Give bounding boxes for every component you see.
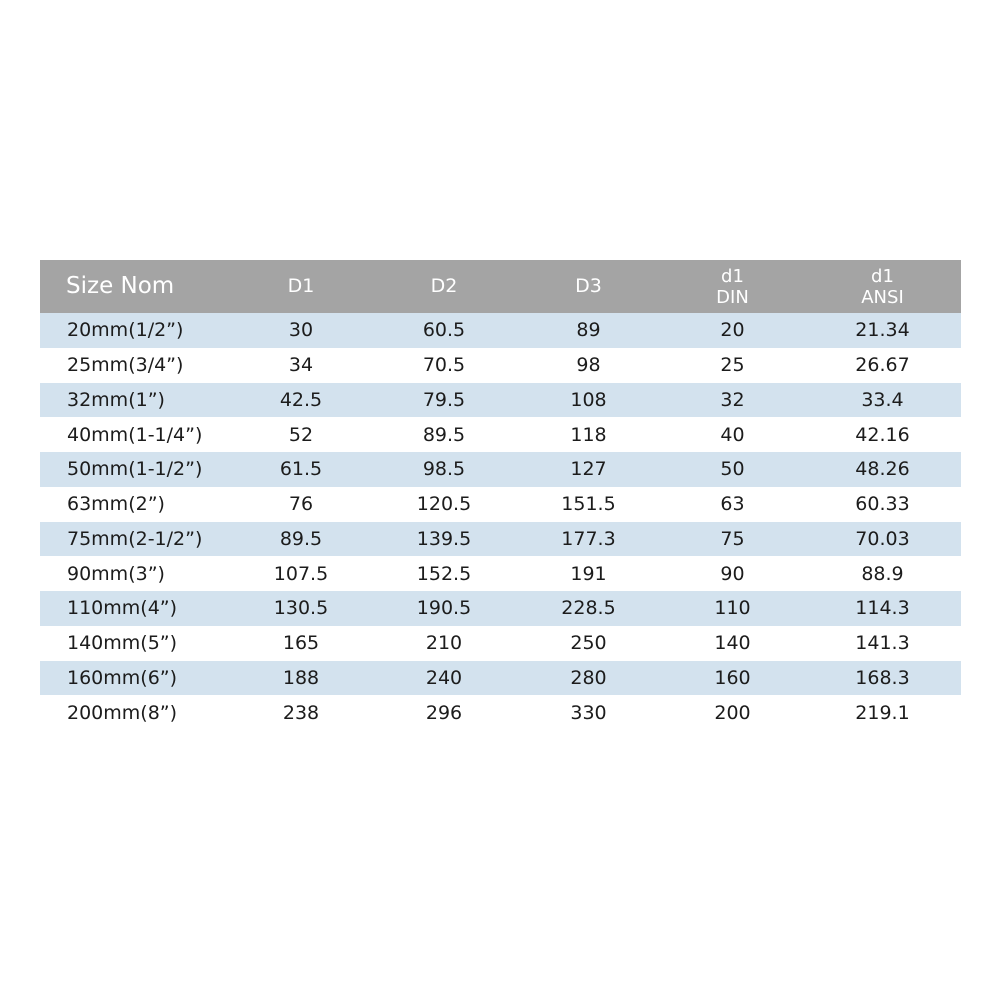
cell-size: 50mm(1-1/2”) (67, 458, 203, 481)
table-row (40, 452, 961, 487)
cell-d1-din: 140 (714, 632, 751, 655)
cell-d1-ansi: 26.67 (855, 354, 910, 377)
cell-size: 40mm(1-1/4”) (67, 423, 203, 446)
cell-d1-din: 25 (720, 354, 745, 377)
cell-d3: 191 (570, 562, 607, 585)
cell-d3: 250 (570, 632, 607, 655)
table-row (40, 522, 961, 557)
cell-d1-ansi: 141.3 (855, 632, 910, 655)
cell-d1-din: 20 (720, 319, 745, 342)
cell-d1-ansi: 219.1 (855, 701, 910, 724)
table-row (40, 591, 961, 626)
header-d1-din-top: d1 (721, 265, 744, 287)
cell-d1-ansi: 168.3 (855, 666, 910, 689)
cell-d3: 151.5 (561, 493, 616, 516)
cell-d2: 60.5 (422, 319, 466, 342)
cell-d1-din: 75 (720, 527, 745, 550)
cell-d3: 280 (570, 666, 607, 689)
cell-d1: 89.5 (279, 527, 323, 550)
cell-d2: 98.5 (422, 458, 466, 481)
cell-d1-ansi: 60.33 (855, 493, 910, 516)
table-row (40, 313, 961, 348)
cell-d3: 228.5 (561, 597, 616, 620)
cell-d1: 34 (288, 354, 314, 377)
cell-d1: 188 (282, 666, 320, 689)
header-d1-ansi-top: d1 (871, 265, 894, 287)
cell-d3: 98 (576, 354, 601, 377)
cell-size: 160mm(6”) (67, 666, 178, 689)
table-row (40, 556, 961, 591)
cell-d1: 165 (282, 632, 320, 655)
cell-d1-ansi: 21.34 (855, 319, 910, 342)
header-d1-din-bottom: DIN (716, 286, 749, 308)
cell-d1: 52 (288, 423, 314, 446)
cell-d1: 238 (282, 701, 320, 724)
cell-d1-ansi: 48.26 (855, 458, 910, 481)
cell-d1-ansi: 42.16 (855, 423, 910, 446)
cell-d1-ansi: 88.9 (861, 562, 904, 585)
table-row (40, 348, 961, 383)
cell-d1-din: 110 (714, 597, 751, 620)
cell-d1: 107.5 (273, 562, 329, 585)
table-body (40, 313, 961, 730)
cell-d1-din: 32 (720, 388, 745, 411)
cell-d3: 330 (570, 701, 607, 724)
cell-size: 200mm(8”) (67, 701, 178, 724)
cell-d1-din: 50 (720, 458, 745, 481)
cell-d2: 89.5 (422, 423, 466, 446)
cell-d3: 89 (576, 319, 601, 342)
cell-d2: 296 (425, 701, 463, 724)
header-d1-ansi (804, 266, 961, 308)
cell-size: 90mm(3”) (67, 562, 165, 585)
cell-d2: 70.5 (422, 354, 466, 377)
cell-d1: 130.5 (273, 597, 329, 620)
cell-d3: 127 (570, 458, 607, 481)
cell-d3: 177.3 (561, 527, 616, 550)
cell-d2: 240 (425, 666, 463, 689)
table-row (40, 383, 961, 418)
cell-d2: 120.5 (416, 493, 472, 516)
cell-d1: 61.5 (279, 458, 323, 481)
cell-d1-ansi: 114.3 (855, 597, 910, 620)
cell-size: 75mm(2-1/2”) (67, 527, 203, 550)
cell-d1-din: 40 (720, 423, 745, 446)
header-d1-ansi-bottom: ANSI (861, 286, 904, 308)
table-row (40, 417, 961, 452)
table-row (40, 695, 961, 730)
cell-size: 63mm(2”) (67, 493, 165, 516)
cell-d2: 190.5 (416, 597, 472, 620)
table-row (40, 487, 961, 522)
table-header-row (40, 260, 961, 313)
cell-d1-ansi: 33.4 (861, 388, 904, 411)
cell-d2: 210 (425, 632, 463, 655)
cell-d1-din: 90 (720, 562, 745, 585)
header-d1: D1 (287, 275, 315, 297)
cell-size: 140mm(5”) (67, 632, 178, 655)
cell-d1-ansi: 70.03 (855, 527, 910, 550)
header-d3: D3 (575, 275, 602, 297)
header-size-nom: Size Nom (66, 273, 175, 299)
cell-d3: 108 (570, 388, 607, 411)
cell-d1: 76 (288, 493, 314, 516)
cell-size: 110mm(4”) (67, 597, 178, 620)
cell-d1-din: 63 (720, 493, 745, 516)
header-d1-din (661, 266, 804, 308)
cell-d2: 139.5 (416, 527, 472, 550)
cell-d3: 118 (570, 423, 607, 446)
cell-d1: 30 (288, 319, 314, 342)
cell-d2: 152.5 (416, 562, 472, 585)
cell-size: 20mm(1/2”) (67, 319, 184, 342)
cell-size: 32mm(1”) (67, 388, 165, 411)
header-d2: D2 (430, 275, 458, 297)
cell-size: 25mm(3/4”) (67, 354, 184, 377)
cell-d1-din: 200 (714, 701, 751, 724)
cell-d1-din: 160 (714, 666, 751, 689)
cell-d1: 42.5 (279, 388, 323, 411)
dimension-table (40, 260, 961, 730)
table-row (40, 626, 961, 661)
table-row (40, 661, 961, 696)
cell-d2: 79.5 (422, 388, 466, 411)
